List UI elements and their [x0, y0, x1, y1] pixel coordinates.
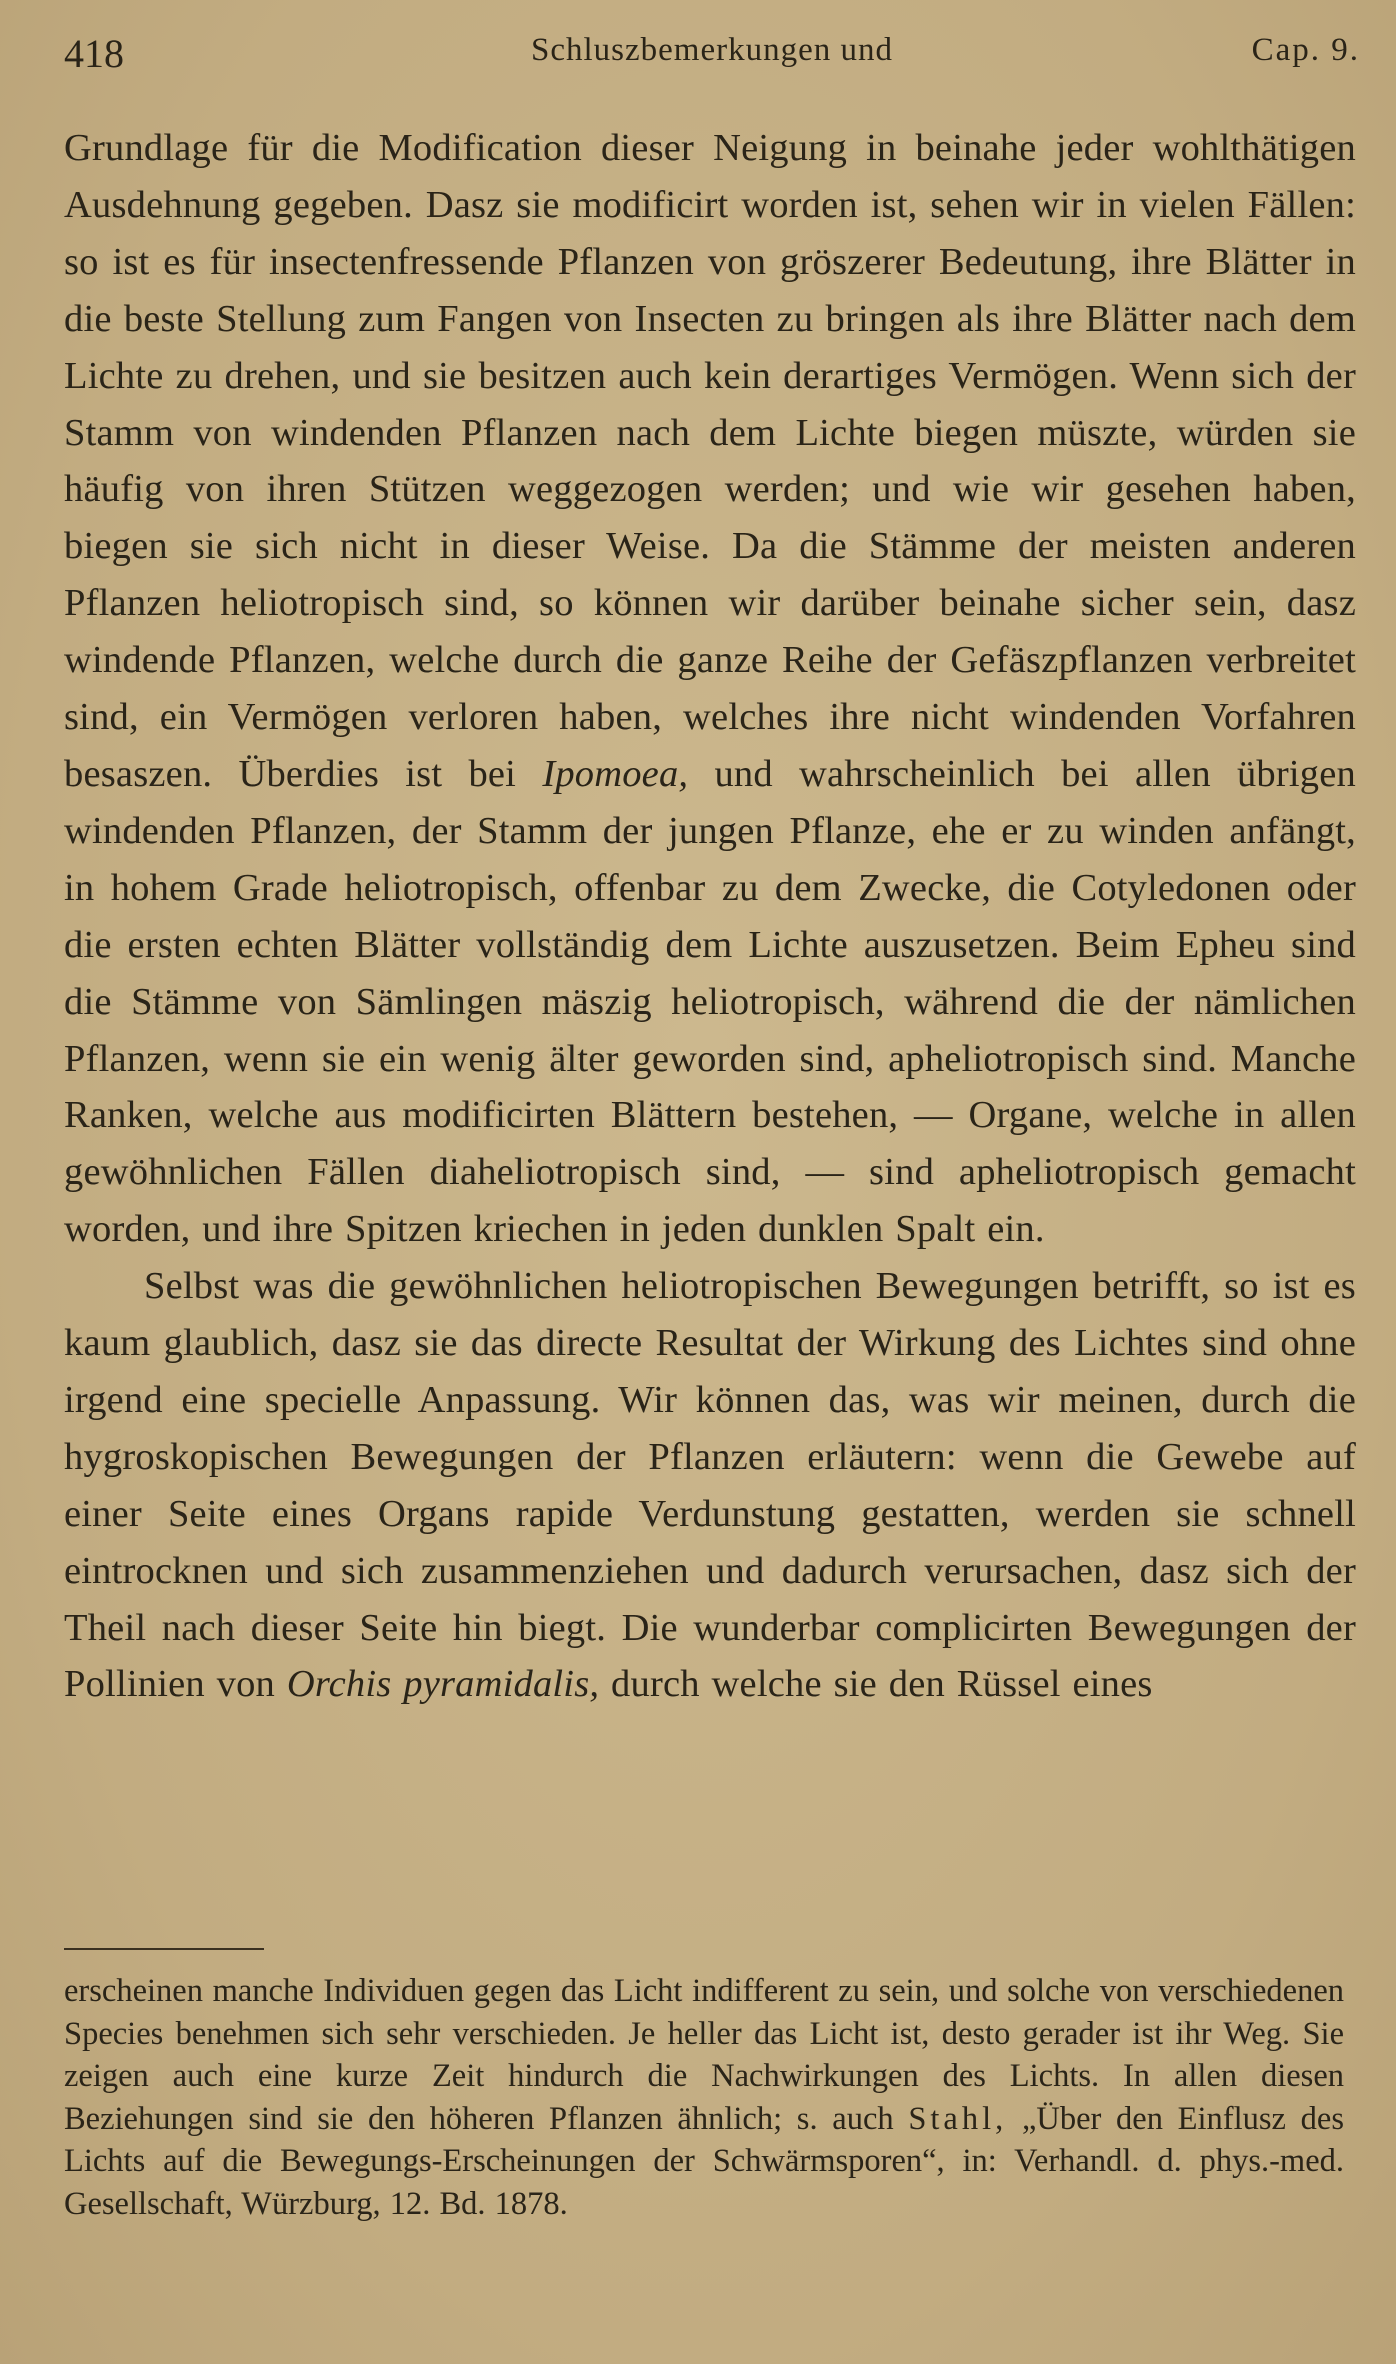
- paragraph-1-italic: Ipomoea,: [542, 752, 689, 795]
- footnote: [64, 1970, 1344, 2225]
- footnote-text-b: „Über den Einflusz des Lichts auf die Bewegungs-Erscheinungen der Schwärmsporen“, in: Verhandl. d. phys.-med. Gesellschaft, Würzburg, 12. Bd. 1878.: [64, 2100, 1344, 2222]
- paragraph-2-italic: Orchis pyramidalis,: [286, 1663, 600, 1706]
- page-header: [64, 30, 1360, 80]
- paragraph-1-text-a: Grundlage für die Modification dieser Neigung in beinahe jeder wohlthätigen Ausdehnung gegeben. Dasz sie modificirt worden ist, sehen wir in vielen Fällen: so ist es für insectenfressende Pflanzen von gröszerer Bedeutung, ihre Blätter in die beste Stellung zum Fangen von Insecten zu bringen als ihre Blätter nach dem Lichte zu drehen, und sie besitzen auch kein derartiges Vermögen. Wenn sich der Stamm von windenden Pflanzen nach dem Lichte biegen müszte, würden sie häufig von ihren Stützen weggezogen werden; und wie wir gesehen haben, biegen sie sich nicht in dieser Weise. Da die Stämme der meisten anderen Pflanzen heliotropisch sind, so können wir darüber beinahe sicher sein, dasz windende Pflanzen, welche durch die ganze Reihe der Gefäszpflanzen verbreitet sind, ein Vermögen verloren haben, welches ihre nicht windenden Vorfahren besaszen. Überdies ist bei: [64, 127, 1356, 795]
- footnote-author: Stahl,: [908, 2100, 1008, 2137]
- footnote-text-a: erscheinen manche Individuen gegen das Licht indifferent zu sein, und solche von verschiedenen Species benehmen sich sehr verschieden. Je heller das Licht ist, desto gerader ist ihr Weg. Sie zeigen auch eine kurze Zeit hindurch die Nachwirkungen des Lichts. In allen diesen Beziehungen sind sie den höheren Pflanzen ähnlich; s. auch: [64, 1973, 1344, 2137]
- paragraph-2-text-b: durch welche sie den Rüssel eines: [599, 1663, 1153, 1706]
- footnote-paragraph: [64, 1970, 1344, 2225]
- paragraph-2-text-a: Selbst was die gewöhnlichen heliotropischen Bewegungen betrifft, so ist es kaum glaublich, dasz sie das directe Resultat der Wirkung des Lichtes sind ohne irgend eine specielle Anpassung. Wir können das, was wir meinen, durch die hygroskopischen Bewegungen der Pflanzen erläutern: wenn die Gewebe auf einer Seite eines Organs rapide Verdunstung gestatten, werden sie schnell eintrocknen und sich zusammenziehen und dadurch verursachen, dasz sich der Theil nach dieser Seite hin biegt. Die wunderbar complicirten Bewegungen der Pollinien von: [64, 1265, 1356, 1706]
- paragraph-1: [64, 120, 1356, 1258]
- page-number: 418: [64, 31, 124, 76]
- footnote-divider: [64, 1948, 264, 1950]
- chapter-label: Cap. 9.: [1251, 32, 1360, 68]
- paragraph-1-text-b: und wahrscheinlich bei allen übrigen windenden Pflanzen, der Stamm der jungen Pflanze, ehe er zu winden anfängt, in hohem Grade heliotropisch, offenbar zu dem Zwecke, die Cotyledonen oder die ersten echten Blätter vollständig dem Lichte auszusetzen. Beim Epheu sind die Stämme von Sämlingen mäszig heliotropisch, während die der nämlichen Pflanzen, wenn sie ein wenig älter geworden sind, apheliotropisch sind. Manche Ranken, welche aus modificirten Blättern bestehen, — Organe, welche in allen gewöhnlichen Fällen diaheliotropisch sind, — sind apheliotropisch gemacht worden, und ihre Spitzen kriechen in jeden dunklen Spalt ein.: [64, 752, 1356, 1251]
- main-text: [64, 120, 1356, 1713]
- paragraph-2: [64, 1258, 1356, 1713]
- running-head: Schluszbemerkungen und: [530, 32, 893, 68]
